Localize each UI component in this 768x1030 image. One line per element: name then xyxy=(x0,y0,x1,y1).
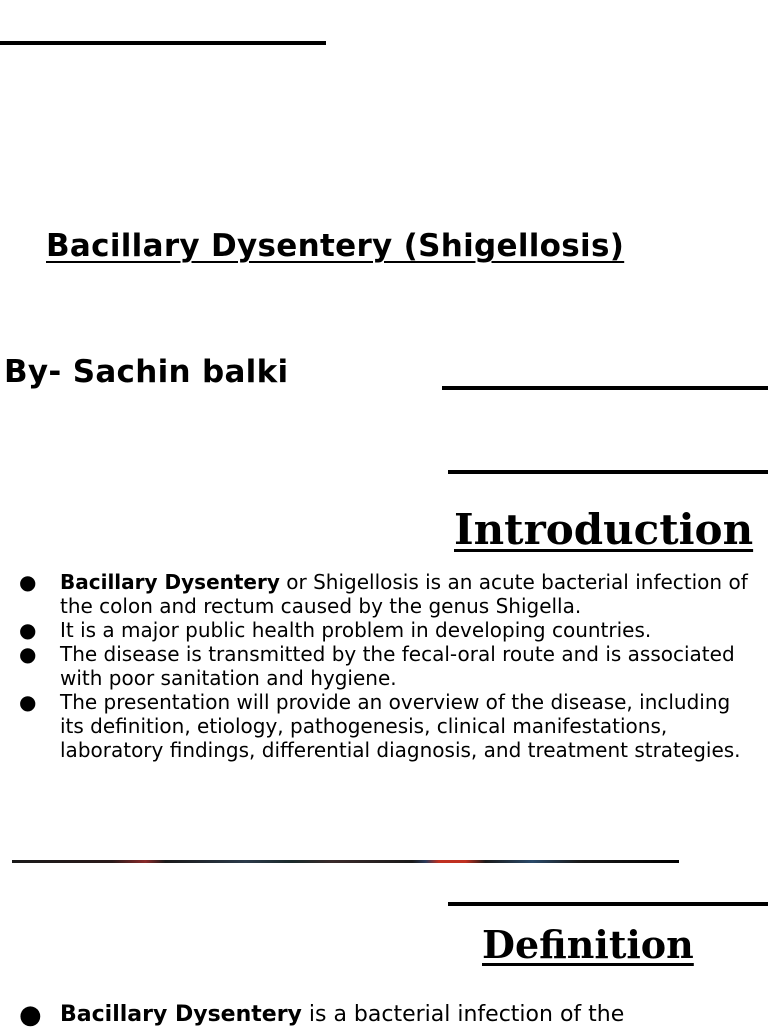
author-line: By- Sachin balki xyxy=(4,354,289,390)
list-item-text: It is a major public health problem in developing countries. xyxy=(60,618,652,642)
list-item-text: or Shigellosis is an acute bacterial infection of the colon and rectum caused by the genus Shigella. xyxy=(60,570,748,618)
bullet-icon: ● xyxy=(19,570,37,594)
list-item xyxy=(0,570,758,618)
introduction-heading: Introduction xyxy=(454,505,754,554)
definition-list xyxy=(0,1002,758,1028)
list-item xyxy=(0,618,758,642)
list-item xyxy=(0,1002,758,1028)
intro-top-rule xyxy=(448,470,768,474)
list-item xyxy=(0,642,758,690)
document-title: Bacillary Dysentery (Shigellosis) xyxy=(46,228,625,264)
section-divider-rule xyxy=(12,860,679,863)
list-item-text: The presentation will provide an overview of the disease, including its definition, etiology, pathogenesis, clinical manifestations, laboratory findings, differential diagnosis, and treatment strategies. xyxy=(60,690,741,762)
list-item-text: The disease is transmitted by the fecal-oral route and is associated with poor sanitation and hygiene. xyxy=(60,642,735,690)
definition-heading: Definition xyxy=(482,922,694,967)
list-item xyxy=(0,690,758,762)
top-left-rule xyxy=(0,41,326,45)
bullet-icon: ● xyxy=(19,618,37,642)
bullet-icon: ● xyxy=(19,690,37,714)
bullet-icon: ● xyxy=(19,1000,42,1030)
bold-term: Bacillary Dysentery xyxy=(60,1002,302,1027)
bold-term: Bacillary Dysentery xyxy=(60,570,280,594)
author-right-rule xyxy=(442,386,768,390)
definition-top-rule xyxy=(448,902,768,906)
bullet-icon: ● xyxy=(19,642,37,666)
introduction-list xyxy=(0,570,758,762)
list-item-text: is a bacterial infection of the xyxy=(301,1002,625,1027)
